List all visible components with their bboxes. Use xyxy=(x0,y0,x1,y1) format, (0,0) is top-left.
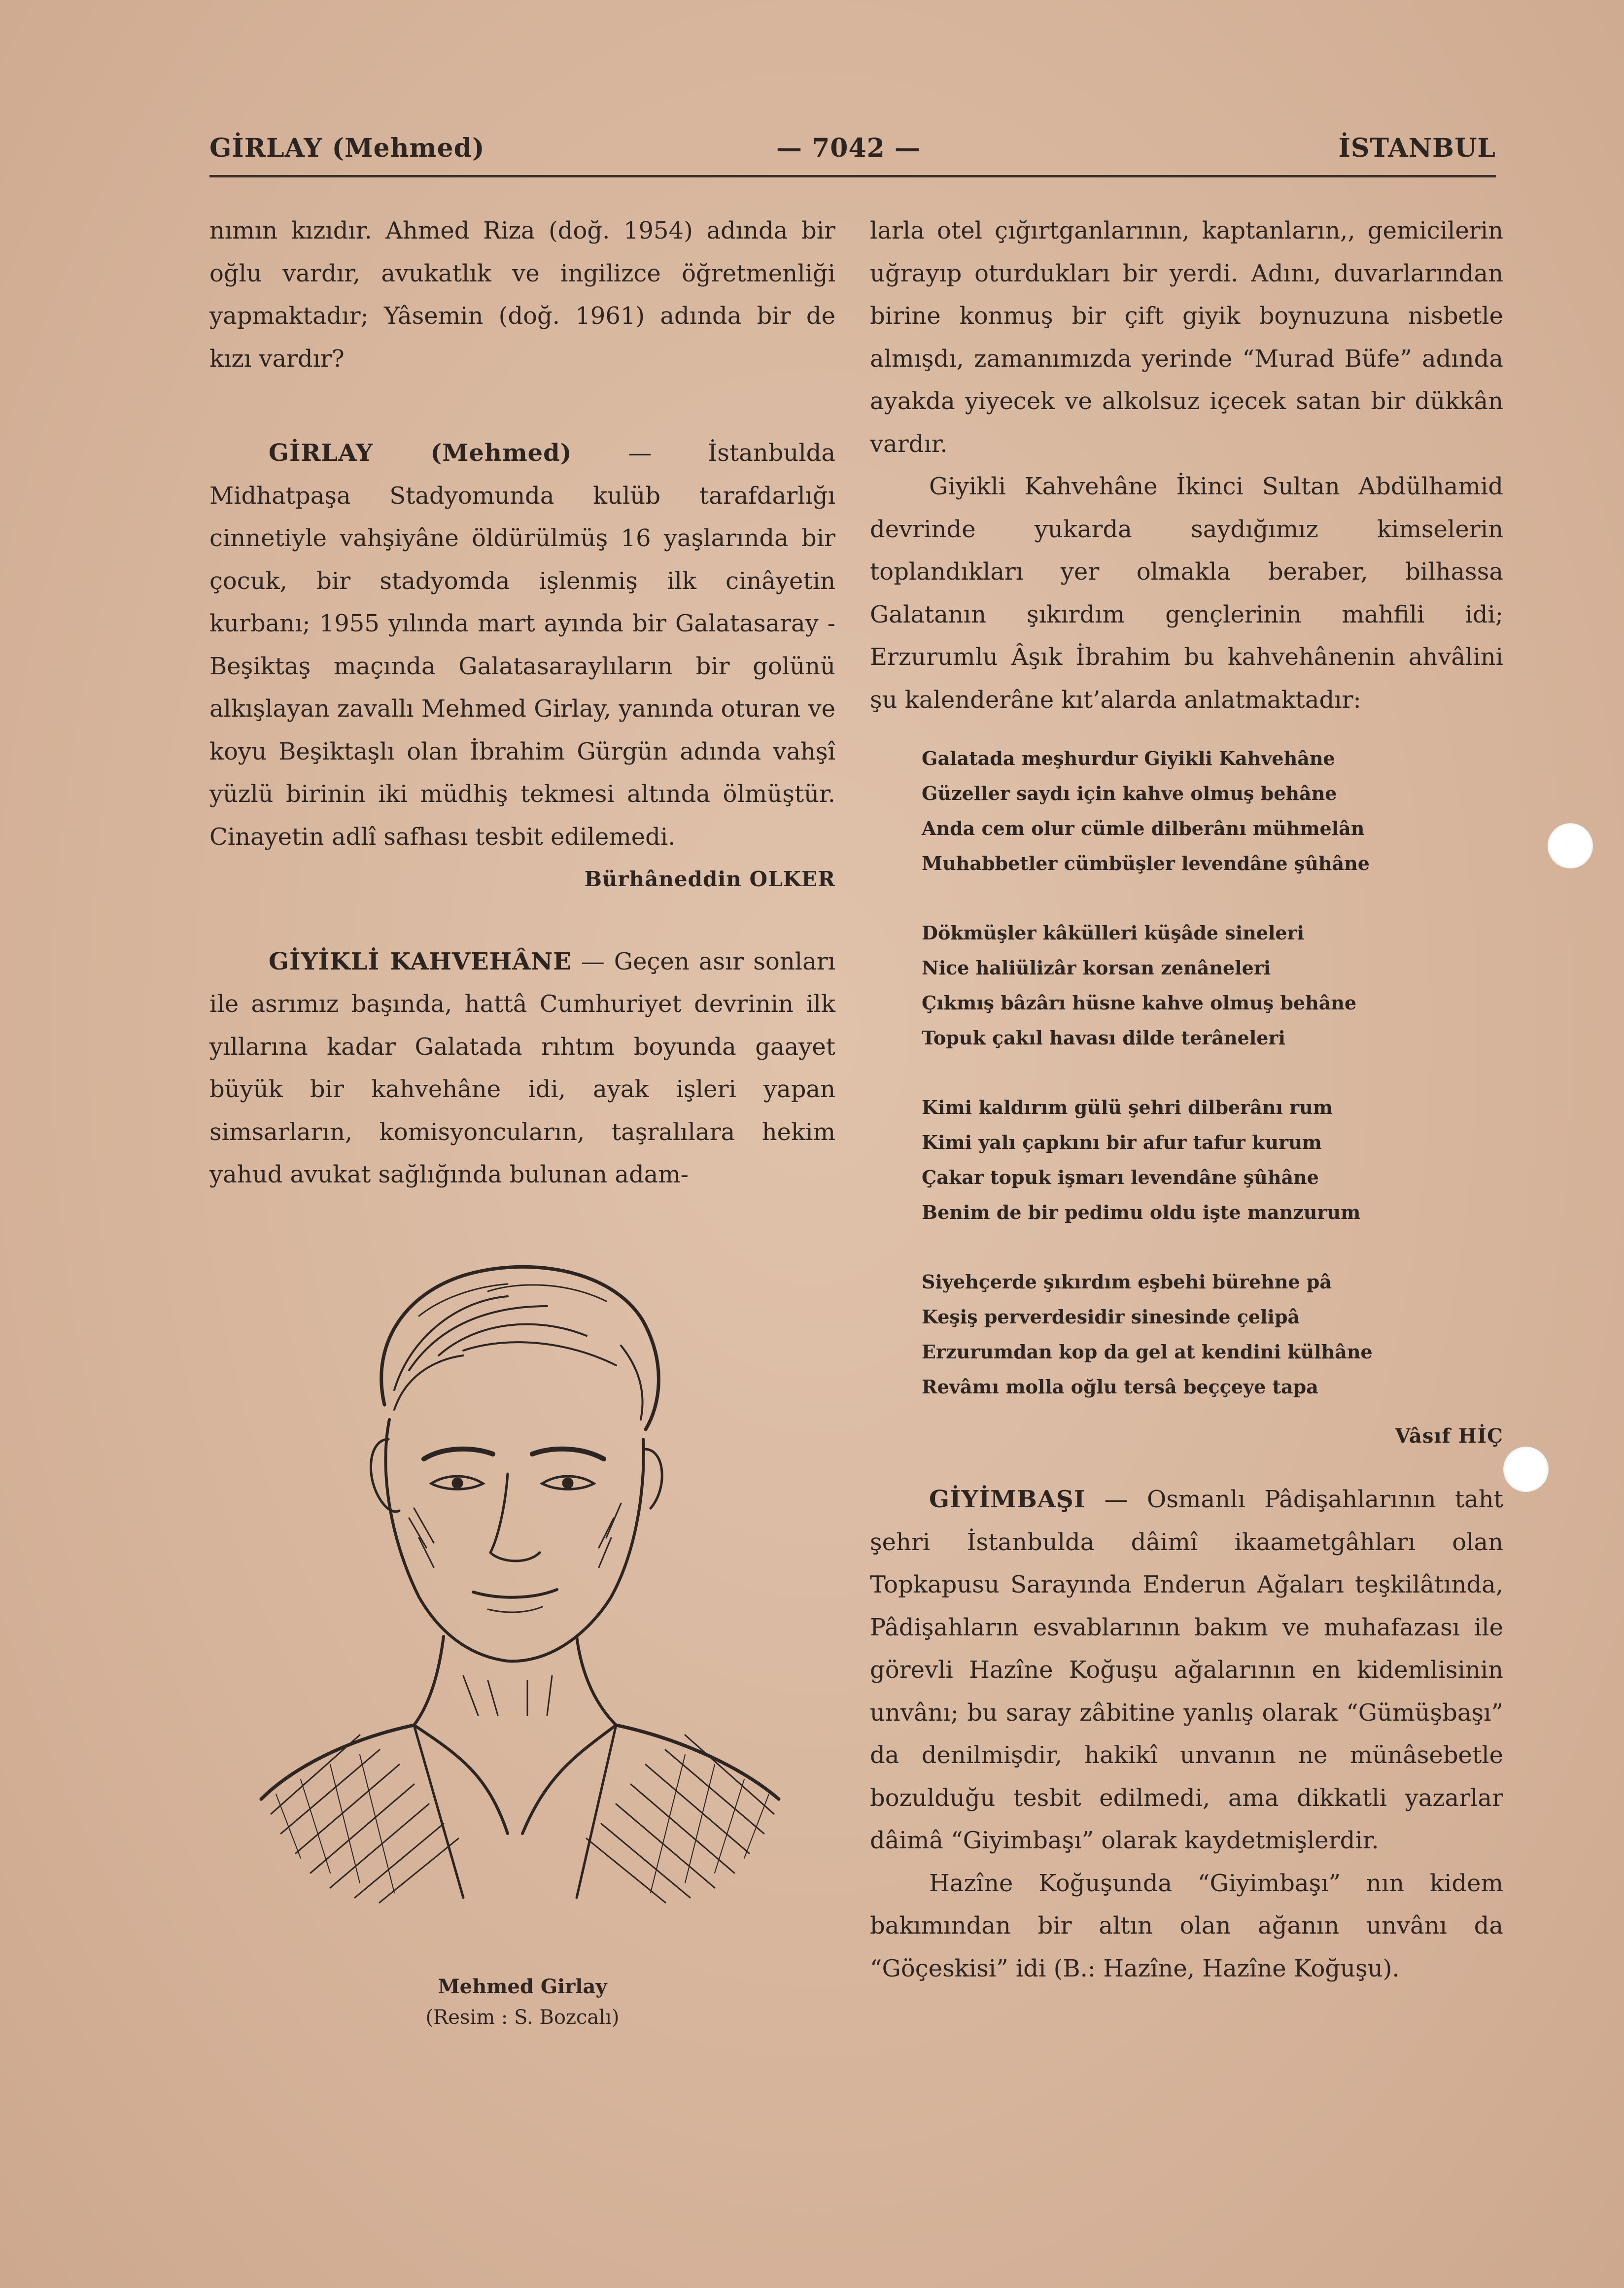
header-section: İSTANBUL xyxy=(1338,133,1496,163)
entry-body-giyikli: — Geçen asır sonları ile asrımız başında, hattâ Cumhuriyet devrinin ilk yıllarına kadar Galatada rıhtım boyunda gaayet büyük bir kahvehâne idi, ayak işleri yapan simsarların, komisyoncuların, taşralılara hekim yahud avukat sağlığında bulunan adam- xyxy=(209,947,836,1188)
poem-stanza xyxy=(922,741,1503,881)
continuation-paragraph: nımın kızıdır. Ahmed Riza (doğ. 1954) adında bir oğlu vardır, avukatlık ve ingilizce öğretmenliği yapmaktadır; Yâsemin (doğ. 1961) adında bir de kızı vardır? xyxy=(209,217,835,373)
right-column xyxy=(870,209,1503,1990)
punch-hole xyxy=(1548,823,1593,868)
entry-girlay xyxy=(209,432,835,858)
left-column xyxy=(209,209,835,1196)
header-entry-name: GİRLAY (Mehmed) xyxy=(209,133,485,163)
poem-stanza xyxy=(922,915,1503,1055)
portrait-drawing xyxy=(232,1242,813,1952)
giyikli-paragraph-2: Giyikli Kahvehâne İkinci Sultan Abdülhamid devrinde yukarda saydığımız kimselerin toplandıkları yer olmakla beraber, bilhassa Galatanın şıkırdım gençlerinin mahfili idi; Erzurumlu Âşık İbrahim bu kahvehânenin ahvâlini şu kalenderâne kıt’alarda anlatmaktadır: xyxy=(870,473,1503,714)
entry-body-giyimbasi: — Osmanlı Pâdişahlarının taht şehri İstanbulda dâimî ikaametgâhları olan Topkapusu Sarayında Enderun Ağaları teşkilâtında, Pâdişahların esvablarının bakım ve muhafazası ile görevli Hazîne Koğuşu ağalarının en kidemlisinin unvânı; bu saray zâbitine yanlış olarak “Gümüşbaşı” da denilmişdir, hakikî unvanın ne münâsebetle bozulduğu tesbit edilmedi, ama dikkatli yazarlar dâimâ “Giyimbaşı” olarak kaydetmişlerdir. xyxy=(870,1486,1503,1854)
entry-title-giyimbasi: GİYİMBAŞI xyxy=(929,1486,1086,1513)
poem-line: Dökmüşler kâkülleri küşâde sineleri xyxy=(922,922,1305,944)
header-rule xyxy=(209,175,1496,177)
poem-line: Erzurumdan kop da gel at kendini külhâne xyxy=(922,1341,1373,1363)
poem-line: Çakar topuk işmarı levendâne şûhâne xyxy=(922,1166,1319,1188)
author-signature-hic: Vâsıf HİÇ xyxy=(1395,1424,1503,1448)
continuation-paragraph-right: larla otel çığırtganlarının, kaptanların,, gemicilerin uğrayıp oturdukları bir yerdi. Adını, duvarlarından birine konmuş bir çift giyik boynuzuna nisbetle almışdı, zamanımızda yerinde “Murad Büfe” adında ayakda yiyecek ve alkolsuz içecek satan bir dükkân vardır. xyxy=(870,217,1503,458)
portrait-caption xyxy=(209,1972,835,2033)
poem-stanza xyxy=(922,1090,1503,1230)
page-number: — 7042 — xyxy=(776,133,921,163)
entry-body-girlay: — İstanbulda Midhatpaşa Stadyomunda kulüb tarafdarlığı cinnetiyle vahşiyâne öldürülmüş 16 yaşlarında bir çocuk, bir stadyomda işlenmiş ilk cinâyetin kurbanı; 1955 yılında mart ayında bir Galatasaray - Beşiktaş maçında Galatasaraylıların bir golünü alkışlayan zavallı Mehmed Girlay, yanında oturan ve koyu Beşiktaşlı olan İbrahim Gürgün adında vahşî yüzlü birinin iki müdhiş tekmesi altında ölmüştür. Cinayetin adlî safhası tesbit edilemedi. xyxy=(209,439,836,851)
poem-line: Güzeller saydı için kahve olmuş behâne xyxy=(922,782,1337,804)
poem-line: Benim de bir pedimu oldu işte manzurum xyxy=(922,1201,1361,1223)
entry-giyimbasi xyxy=(870,1478,1503,1862)
caption-name: Mehmed Girlay xyxy=(438,1975,607,1998)
poem-line: Siyehçerde şıkırdım eşbehi bürehne pâ xyxy=(922,1271,1332,1293)
poem-line: Revâmı molla oğlu tersâ beççeye tapa xyxy=(922,1376,1318,1398)
running-header xyxy=(209,129,1496,173)
poem-line: Kimi yalı çapkını bir afur tafur kurum xyxy=(922,1131,1322,1153)
poem-line: Anda cem olur cümle dilberânı mühmelân xyxy=(922,817,1365,839)
poem-line: Kimi kaldırım gülü şehri dilberânı rum xyxy=(922,1096,1333,1118)
poem-stanza xyxy=(922,1264,1503,1404)
portrait-illustration xyxy=(232,1242,813,1952)
poem-line: Nice haliülizâr korsan zenâneleri xyxy=(922,957,1271,979)
entry-title-girlay: GİRLAY (Mehmed) xyxy=(269,439,572,467)
punch-hole xyxy=(1503,1447,1549,1492)
entry-title-giyikli: GİYİKLİ KAHVEHÂNE xyxy=(269,947,572,975)
poem-line: Keşiş perverdesidir sinesinde çelipâ xyxy=(922,1306,1300,1328)
caption-credit: (Resim : S. Bozcalı) xyxy=(425,2006,620,2029)
author-signature-olker: Bürhâneddin OLKER xyxy=(584,867,835,891)
entry-giyikli xyxy=(209,940,835,1196)
poem-line: Çıkmış bâzârı hüsne kahve olmuş behâne xyxy=(922,992,1357,1014)
poem-line: Galatada meşhurdur Giyikli Kahvehâne xyxy=(922,747,1335,769)
giyimbasi-paragraph-2: Hazîne Koğuşunda “Giyimbaşı” nın kidem bakımından bir altın olan ağanın unvânı da “Göçeskisi” idi (B.: Hazîne, Hazîne Koğuşu). xyxy=(870,1869,1503,1982)
poem xyxy=(922,741,1503,1404)
poem-line: Muhabbetler cümbüşler levendâne şûhâne xyxy=(922,852,1370,874)
poem-line: Topuk çakıl havası dilde terâneleri xyxy=(922,1027,1285,1049)
